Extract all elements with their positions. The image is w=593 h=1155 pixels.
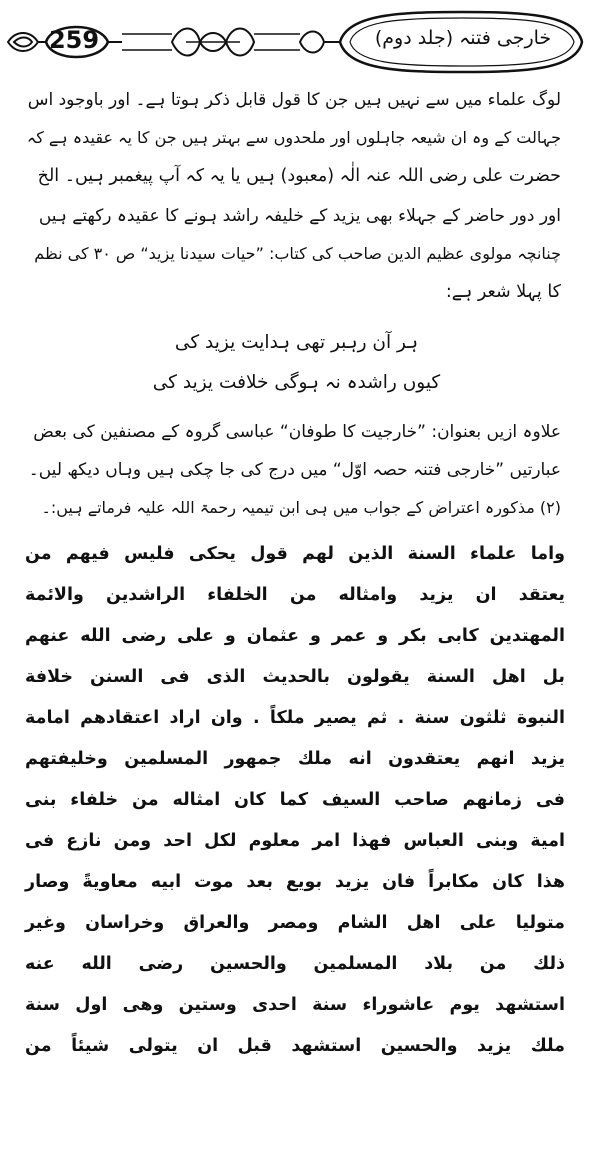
arabic-line: ملك يزيد والحسين استشهد قبل ان يتولى شيئاً من [25,1036,565,1056]
text-line: کا پہلا شعر ہے: [445,282,561,302]
poem-line: کیوں راشدہ نہ ہوگی خلافت یزید کی [152,372,441,393]
arabic-line: يزيد انهم يعتقدون انه ملك جمهور المسلمين وخليفتهم [25,749,565,769]
arabic-line: فى زمانهم صاحب السيف كما كان امثاله من خلفاء بنى [25,790,565,810]
arabic-line: هذا كان مكابراً فان يزيد بويع بعد موت ابيه معاويةً وصار [25,872,565,892]
arabic-line: امية وبنى العباس فهذا امر معلوم لكل احد ومن نازع فى [25,831,565,851]
arabic-line: متوليا على اهل الشام ومصر والعراق وخراسان وغير [25,913,565,933]
text-line: لوگ علماء میں سے نہیں ہیں جن کا قول قابل ذکر ہوتا ہے۔ اور باوجود اس [27,90,561,110]
poem-line: ہر آن رہبر تھی ہدایت یزید کی [174,332,419,353]
text-line: حضرت علی رضی اللہ عنہ الٰہ (معبود) ہیں یا یہ کہ آپ پیغمبر ہیں۔ الخ [37,166,561,186]
arabic-line: المهتدين كابى بكر و عمر و عثمان و على رضى الله عنهم [25,626,565,646]
text-line: چنانچہ مولوی عظیم الدین صاحب کی کتاب: ”حیات سیدنا یزید“ ص ۳۰ کی نظم [34,244,561,263]
text-line: اور دور حاضر کے جہلاء بھی یزید کے خلیفہ راشد ہونے کا عقیدہ رکھتے ہیں [38,206,561,226]
text-line: جہالت کے وہ ان شیعہ جاہلوں اور ملحدوں سے بہتر ہیں جن کا یہ عقیدہ ہے کہ [26,128,561,147]
arabic-line: ذلك من بلاد المسلمين والحسين رضى الله عنه [25,954,565,974]
arabic-line: النبوة ثلثون سنة . ثم يصير ملكاً . وان اراد اعتقادهم امامة [25,708,565,728]
arabic-line: واما علماء السنة الذين لهم قول يحكى فليس فيهم من [25,544,565,564]
arabic-line: يعتقد ان يزيد وامثاله من الخلفاء الراشدين والائمة [25,585,565,605]
arabic-line: بل اهل السنة يقولون بالحديث الذى فى السنن خلافة [25,667,565,687]
arabic-line: استشهد يوم عاشوراء سنة احدى وستين وهى اول سنة [25,995,565,1015]
text-line: عبارتیں ”خارجی فتنہ حصہ اوّل“ میں درج کی جا چکی ہیں وہاں دیکھ لیں۔ [28,460,561,480]
page-number: 259 [48,26,100,54]
text-line: علاوہ ازیں بعنوان: ”خارجیت کا طوفان“ عباسی گروہ کے مصنفین کی بعض [33,422,561,442]
running-title: خارجی فتنہ (جلد دوم) [374,27,552,49]
text-line: (۲) مذکورہ اعتراض کے جواب میں ہی ابن تیمیہ رحمۃ اللہ علیہ فرماتے ہیں:۔ [41,498,561,517]
page-header [0,0,593,86]
